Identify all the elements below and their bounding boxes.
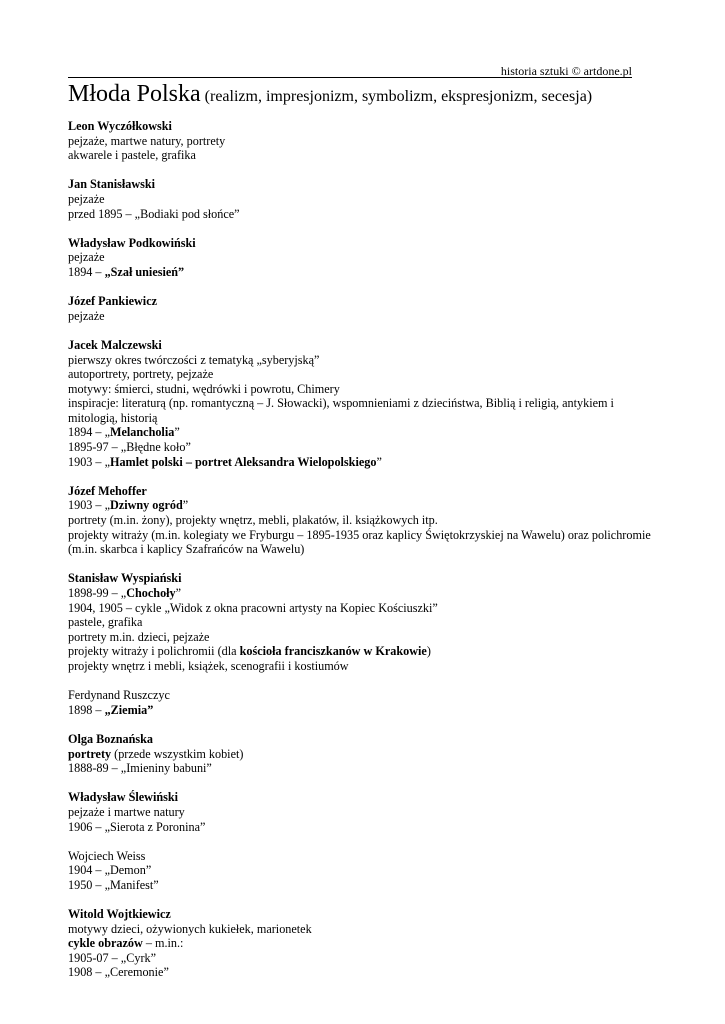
artist-name: Ferdynand Ruszczyc	[68, 688, 170, 703]
artist-detail-line: projekty witraży (m.in. kolegiaty we Fryburgu – 1895-1935 oraz kaplicy Świętokrzyskiej na Wawelu) oraz polichromie (m.in. skarbca i kaplicy Szafrańców na Wawelu)	[68, 527, 651, 557]
line-suffix: ”	[182, 498, 189, 513]
line-prefix: 1903 – „	[68, 454, 110, 469]
line-emphasis: Chochoły	[126, 586, 176, 600]
artist-detail-line	[68, 703, 658, 718]
line-emphasis: cykle obrazów	[68, 936, 143, 951]
artist-detail-line: 1888-89 – „Imieniny babuni”	[68, 761, 212, 776]
artist-detail-line	[68, 425, 658, 440]
artist-section	[68, 849, 658, 893]
artist-detail-line: pejzaże	[68, 191, 105, 206]
artist-name: Witold Wojtkiewicz	[68, 907, 171, 922]
line-prefix: 1898-99 – „	[68, 586, 127, 600]
artist-name: Władysław Podkowiński	[68, 235, 196, 250]
artist-name: Wojciech Weiss	[68, 848, 146, 863]
line-suffix: ”	[376, 454, 382, 469]
artist-detail-line: 1906 – „Sierota z Poronina”	[68, 819, 206, 834]
artist-detail-line: inspiracje: literaturą (np. romantyczną – J. Słowacki), wspomnieniami z dzieciństwa, Biblią i religią, antykiem i mitologią, historią	[68, 396, 614, 425]
line-prefix: 1894 – „	[68, 425, 110, 440]
artist-section	[68, 236, 658, 280]
artist-name: Józef Pankiewicz	[68, 294, 158, 309]
artist-section	[68, 907, 658, 980]
line-prefix: 1903 – „	[68, 498, 110, 513]
line-prefix: 1898 –	[68, 702, 105, 717]
artist-section	[68, 177, 658, 221]
artist-name: Władysław Ślewiński	[68, 790, 179, 805]
line-suffix: )	[426, 644, 431, 659]
artist-detail-line	[68, 586, 658, 601]
artist-name: Jacek Malczewski	[68, 337, 162, 352]
page-title	[68, 80, 648, 108]
artist-detail-line: pejzaże i martwe natury	[68, 804, 185, 819]
artist-name: Jan Stanisławski	[68, 177, 156, 192]
artist-detail-line: 1908 – „Ceremonie”	[68, 965, 169, 980]
artist-section	[68, 790, 658, 834]
artist-detail-line: pierwszy okres twórczości z tematyką „syberyjską”	[68, 352, 320, 367]
artist-detail-line	[68, 498, 658, 513]
artist-detail-line: 1904 – „Demon”	[68, 863, 152, 878]
title-main: Młoda Polska	[68, 81, 201, 107]
artist-detail-line	[68, 747, 658, 762]
line-emphasis: portrety	[68, 746, 112, 761]
artist-name: Józef Mehoffer	[68, 483, 147, 498]
artist-detail-line: autoportrety, portrety, pejzaże	[68, 367, 214, 382]
artist-detail-line: 1950 – „Manifest”	[68, 877, 159, 892]
title-subtitle: (realizm, impresjonizm, symbolizm, ekspresjonizm, secesja)	[204, 88, 593, 105]
artist-section	[68, 338, 658, 469]
artist-detail-line: pejzaże	[68, 308, 105, 323]
artist-section	[68, 571, 658, 673]
line-suffix: ”	[174, 425, 180, 440]
line-emphasis: Dziwny ogród	[109, 498, 183, 513]
header-rule	[68, 77, 632, 78]
artist-section	[68, 688, 658, 717]
line-emphasis: „Szał uniesień”	[104, 264, 185, 279]
artist-section	[68, 732, 658, 776]
line-emphasis: Melancholia	[109, 425, 175, 440]
artist-detail-line: projekty wnętrz i mebli, książek, scenografii i kostiumów	[68, 658, 349, 673]
artist-detail-line: 1904, 1905 – cykle „Widok z okna pracowni artysty na Kopiec Kościuszki”	[68, 600, 438, 615]
artist-detail-line: pejzaże, martwe natury, portrety	[68, 133, 226, 148]
line-suffix: ”	[175, 586, 182, 600]
line-emphasis: kościoła franciszkanów w Krakowie	[239, 644, 427, 659]
artist-detail-line	[68, 936, 658, 951]
line-emphasis: „Ziemia”	[104, 702, 154, 717]
artist-detail-line: 1895-97 – „Błędne koło”	[68, 440, 191, 455]
line-suffix: (przede wszystkim kobiet)	[111, 746, 244, 761]
artist-section	[68, 119, 658, 163]
artist-detail-line: pejzaże	[68, 250, 105, 265]
artist-list	[68, 119, 658, 995]
artist-section	[68, 484, 658, 557]
artist-detail-line: pastele, grafika	[68, 615, 143, 630]
artist-detail-line: przed 1895 – „Bodiaki pod słońce”	[68, 206, 240, 221]
line-prefix: projekty witraży i polichromii (dla	[68, 644, 240, 659]
artist-detail-line: motywy dzieci, ożywionych kukiełek, marionetek	[68, 921, 312, 936]
artist-detail-line	[68, 265, 658, 280]
artist-detail-line: 1905-07 – „Cyrk”	[68, 950, 157, 965]
artist-detail-line	[68, 644, 658, 659]
artist-section	[68, 294, 658, 323]
artist-name: Olga Boznańska	[68, 731, 153, 746]
artist-detail-line: portrety (m.in. żony), projekty wnętrz, mebli, plakatów, il. książkowych itp.	[68, 513, 438, 528]
page-header-source: historia sztuki © artdone.pl	[500, 64, 632, 78]
artist-detail-line: motywy: śmierci, studni, wędrówki i powrotu, Chimery	[68, 381, 340, 396]
artist-name: Leon Wyczółkowski	[68, 119, 172, 133]
line-suffix: – m.in.:	[142, 936, 184, 951]
artist-detail-line: akwarele i pastele, grafika	[68, 148, 196, 163]
artist-detail-line	[68, 455, 658, 470]
line-prefix: 1894 –	[68, 264, 105, 279]
artist-detail-line: portrety m.in. dzieci, pejzaże	[68, 629, 210, 644]
line-emphasis: Hamlet polski – portret Aleksandra Wielopolskiego	[109, 454, 377, 469]
artist-name: Stanisław Wyspiański	[68, 571, 182, 586]
